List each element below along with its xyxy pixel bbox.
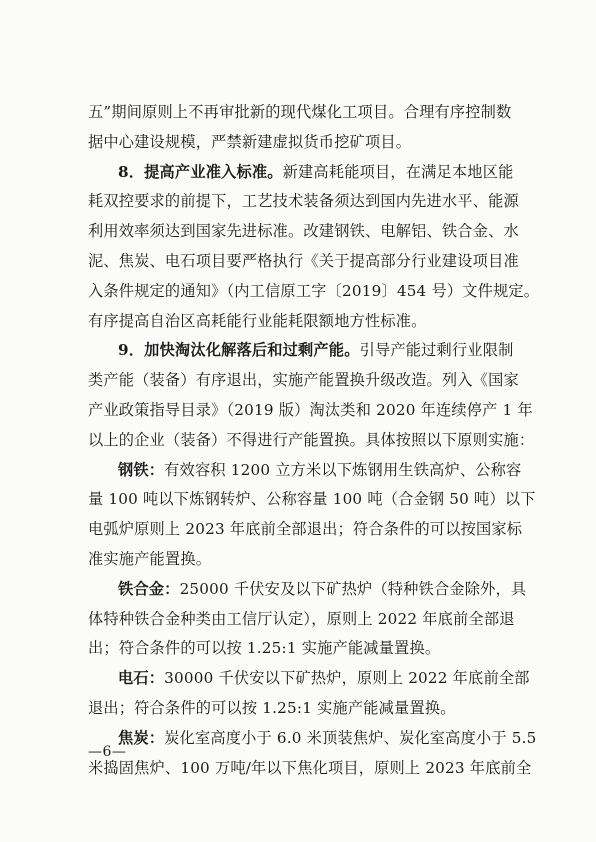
body-text-segment: 产业政策指导目录》（2019 版）淘汰类和 2020 年连续停产 1 年 <box>88 400 533 419</box>
body-text-segment: 准实施产能置换。 <box>88 549 212 568</box>
body-text-segment: 据中心建设规模，严禁新建虚拟货币挖矿项目。 <box>88 132 412 151</box>
bold-heading-text: 铁合金： <box>118 579 180 598</box>
text-line <box>88 575 527 605</box>
body-text-segment: 体特种铁合金种类由工信厅认定），原则上 2022 年底前全部退 <box>88 609 515 628</box>
text-line <box>88 694 520 724</box>
bold-heading-text: 电石： <box>118 669 165 688</box>
body-text <box>88 98 540 783</box>
body-text-segment: 有序提高自治区高耗能行业能耗限额地方性标准。 <box>88 311 427 330</box>
text-line <box>88 247 520 277</box>
bold-heading-text: 8．提高产业准入标准。 <box>118 162 283 181</box>
text-line <box>88 664 530 694</box>
text-line <box>88 336 520 366</box>
bold-heading-text: 钢铁： <box>118 460 165 479</box>
body-text-segment: 入条件规定的通知》（内工信原工字〔2019〕454 号）文件规定。 <box>88 281 540 300</box>
text-line <box>88 426 535 456</box>
body-text-segment: 引导产能过剩行业限制 <box>359 341 514 360</box>
body-text-segment: 25000 千伏安及以下矿热炉（特种铁合金除外，具 <box>179 579 527 598</box>
body-text-segment: 退出；符合条件的可以按 1.25:1 实施产能减量置换。 <box>88 698 456 717</box>
body-text-segment: 利用效率须达到国家先进标准。改建钢铁、电解铝、铁合金、水 <box>88 222 519 241</box>
body-text-segment: 以上的企业（装备）不得进行产能置换。具体按照以下原则实施： <box>88 430 535 449</box>
body-text-segment: 耗双控要求的前提下，工艺技术装备须达到国内先进水平、能源 <box>88 192 519 211</box>
body-text-segment: 电弧炉原则上 2023 年底前全部退出；符合条件的可以按国家标 <box>88 520 523 539</box>
body-text-segment: 炭化室高度小于 6.0 米顶装焦炉、炭化室高度小于 5.5 <box>164 728 537 747</box>
body-text-segment: 新建高耗能项目，在满足本地区能 <box>282 162 514 181</box>
text-line <box>88 158 520 188</box>
text-line <box>88 545 520 575</box>
text-line <box>88 634 520 664</box>
text-line <box>88 515 523 545</box>
text-line <box>88 485 536 515</box>
text-line <box>88 456 520 486</box>
body-text-segment: 有效容积 1200 立方米以下炼钢用生铁高炉、公称容 <box>164 460 522 479</box>
text-line <box>88 187 520 217</box>
text-line <box>88 307 520 337</box>
text-line <box>88 605 520 635</box>
body-text-segment: 类产能（装备）有序退出，实施产能置换升级改造。列入《国家 <box>88 371 519 390</box>
body-text-segment: 出；符合条件的可以按 1.25:1 实施产能减量置换。 <box>88 639 441 658</box>
body-text-segment: 量 100 吨以下炼钢转炉、公称容量 100 吨（合金钢 50 吨）以下 <box>88 490 536 509</box>
bold-heading-text: 焦炭： <box>118 728 165 747</box>
body-text-segment: 米捣固焦炉、100 万吨/年以下焦化项目，原则上 2023 年底前全 <box>88 758 532 777</box>
text-line <box>88 366 520 396</box>
text-line <box>88 128 520 158</box>
page-number: —6— <box>88 744 127 760</box>
body-text-segment: 30000 千伏安以下矿热炉，原则上 2022 年底前全部 <box>164 669 530 688</box>
text-line <box>88 724 537 754</box>
body-text-segment: 泥、焦炭、电石项目要严格执行《关于提高部分行业建设项目准 <box>88 251 519 270</box>
text-line <box>88 754 532 784</box>
text-line <box>88 396 533 426</box>
text-line <box>88 217 520 247</box>
text-line <box>88 98 520 128</box>
bold-heading-text: 9．加快淘汰化解落后和过剩产能。 <box>118 341 360 360</box>
body-text-segment: 五”期间原则上不再审批新的现代煤化工项目。合理有序控制数 <box>88 103 512 121</box>
text-line <box>88 277 540 307</box>
